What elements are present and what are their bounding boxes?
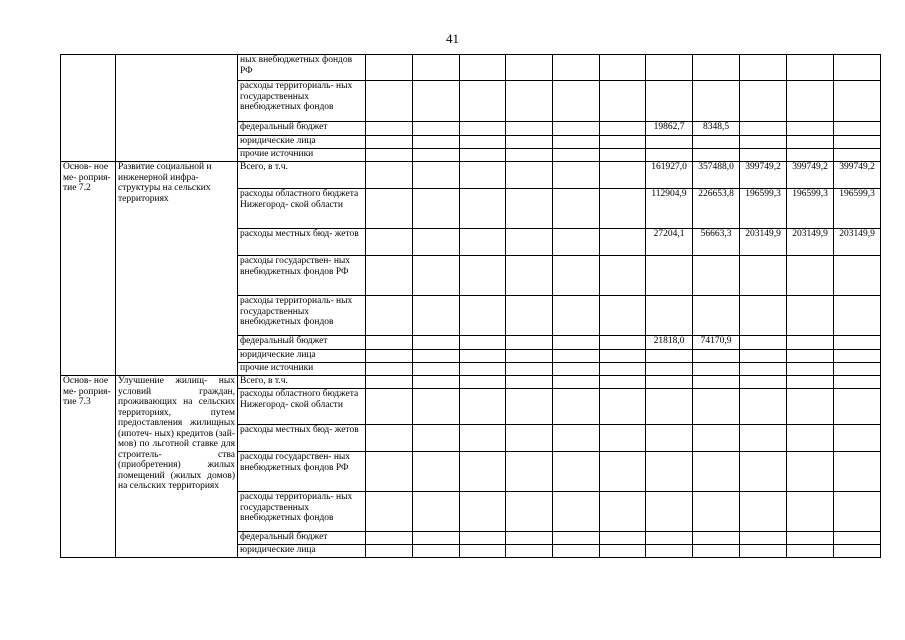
value-cell: 399749,2 bbox=[740, 162, 787, 189]
funding-source-cell: расходы местных бюд- жетов bbox=[238, 425, 366, 452]
value-cell bbox=[506, 376, 553, 389]
value-cell bbox=[646, 81, 693, 122]
value-cell bbox=[693, 492, 740, 532]
value-cell bbox=[787, 149, 834, 162]
value-cell: 161927,0 bbox=[646, 162, 693, 189]
value-cell bbox=[413, 389, 460, 425]
value-cell bbox=[787, 136, 834, 149]
value-cell bbox=[834, 256, 881, 296]
value-cell bbox=[413, 425, 460, 452]
value-cell bbox=[506, 296, 553, 336]
value-cell bbox=[366, 55, 413, 81]
table-row bbox=[61, 162, 881, 189]
value-cell bbox=[506, 55, 553, 81]
value-cell bbox=[413, 336, 460, 350]
value-cell bbox=[740, 425, 787, 452]
value-cell bbox=[553, 189, 600, 229]
value-cell bbox=[834, 149, 881, 162]
value-cell bbox=[506, 350, 553, 363]
value-cell bbox=[553, 389, 600, 425]
value-cell bbox=[693, 363, 740, 376]
value-cell: 203149,9 bbox=[740, 229, 787, 256]
value-cell bbox=[600, 122, 646, 136]
value-cell bbox=[366, 256, 413, 296]
activity-title-cell bbox=[116, 55, 238, 162]
value-cell bbox=[366, 532, 413, 545]
value-cell bbox=[646, 452, 693, 492]
value-cell bbox=[600, 425, 646, 452]
activity-title-cell: Улучшение жилищ- ных условий граждан, проживающих на сельских территориях, путем предоставления жилищных (ипотеч- ных) кредитов (зай- мов) по льготной ставке для строитель- ства (приобретения) жилых помещений (жилых домов) на сельских территориях bbox=[116, 376, 238, 558]
value-cell bbox=[553, 376, 600, 389]
value-cell: 196599,3 bbox=[787, 189, 834, 229]
value-cell bbox=[506, 136, 553, 149]
value-cell bbox=[413, 376, 460, 389]
value-cell bbox=[460, 452, 506, 492]
value-cell bbox=[413, 122, 460, 136]
value-cell bbox=[553, 256, 600, 296]
value-cell bbox=[646, 545, 693, 558]
value-cell bbox=[460, 162, 506, 189]
value-cell bbox=[693, 256, 740, 296]
value-cell bbox=[600, 545, 646, 558]
value-cell bbox=[600, 162, 646, 189]
value-cell bbox=[740, 256, 787, 296]
value-cell bbox=[366, 136, 413, 149]
value-cell bbox=[740, 452, 787, 492]
value-cell bbox=[460, 136, 506, 149]
value-cell bbox=[460, 350, 506, 363]
value-cell bbox=[787, 452, 834, 492]
value-cell bbox=[460, 81, 506, 122]
activity-number-cell: Основ- ное ме- роприя- тие 7.2 bbox=[61, 162, 116, 376]
funding-source-cell: расходы местных бюд- жетов bbox=[238, 229, 366, 256]
value-cell bbox=[366, 425, 413, 452]
page-number: 41 bbox=[446, 31, 459, 46]
value-cell bbox=[740, 336, 787, 350]
value-cell bbox=[506, 532, 553, 545]
value-cell bbox=[460, 122, 506, 136]
value-cell: 203149,9 bbox=[834, 229, 881, 256]
value-cell bbox=[553, 149, 600, 162]
value-cell bbox=[646, 296, 693, 336]
funding-source-cell: Всего, в т.ч. bbox=[238, 162, 366, 189]
value-cell bbox=[600, 229, 646, 256]
value-cell bbox=[600, 492, 646, 532]
value-cell bbox=[834, 55, 881, 81]
value-cell bbox=[413, 492, 460, 532]
value-cell bbox=[646, 425, 693, 452]
value-cell bbox=[553, 55, 600, 81]
value-cell: 8348,5 bbox=[693, 122, 740, 136]
value-cell bbox=[506, 389, 553, 425]
funding-source-cell: федеральный бюджет bbox=[238, 532, 366, 545]
value-cell bbox=[646, 350, 693, 363]
funding-source-cell: расходы государствен- ных внебюджетных фондов РФ bbox=[238, 452, 366, 492]
value-cell bbox=[506, 425, 553, 452]
value-cell bbox=[553, 452, 600, 492]
value-cell bbox=[366, 492, 413, 532]
value-cell bbox=[834, 425, 881, 452]
value-cell bbox=[646, 376, 693, 389]
value-cell bbox=[693, 350, 740, 363]
value-cell: 196599,3 bbox=[740, 189, 787, 229]
value-cell bbox=[787, 55, 834, 81]
value-cell bbox=[740, 376, 787, 389]
value-cell bbox=[740, 545, 787, 558]
value-cell bbox=[413, 149, 460, 162]
value-cell bbox=[693, 136, 740, 149]
value-cell bbox=[740, 492, 787, 532]
value-cell bbox=[834, 336, 881, 350]
funding-source-cell: федеральный бюджет bbox=[238, 122, 366, 136]
funding-source-cell: федеральный бюджет bbox=[238, 336, 366, 350]
value-cell bbox=[646, 55, 693, 81]
funding-source-cell: юридические лица bbox=[238, 350, 366, 363]
activity-number-cell bbox=[61, 55, 116, 162]
value-cell bbox=[740, 532, 787, 545]
value-cell bbox=[506, 363, 553, 376]
value-cell bbox=[834, 389, 881, 425]
value-cell bbox=[834, 545, 881, 558]
value-cell bbox=[366, 336, 413, 350]
value-cell bbox=[600, 350, 646, 363]
value-cell bbox=[787, 296, 834, 336]
value-cell bbox=[834, 81, 881, 122]
funding-source-cell: расходы областного бюджета Нижегород- ской области bbox=[238, 389, 366, 425]
value-cell bbox=[366, 376, 413, 389]
value-cell bbox=[553, 229, 600, 256]
value-cell bbox=[834, 350, 881, 363]
value-cell: 196599,3 bbox=[834, 189, 881, 229]
value-cell bbox=[366, 350, 413, 363]
value-cell bbox=[366, 149, 413, 162]
value-cell bbox=[506, 162, 553, 189]
value-cell bbox=[413, 81, 460, 122]
table-row bbox=[61, 376, 881, 389]
value-cell bbox=[740, 350, 787, 363]
value-cell bbox=[506, 336, 553, 350]
value-cell bbox=[787, 256, 834, 296]
value-cell bbox=[506, 545, 553, 558]
funding-source-cell: юридические лица bbox=[238, 136, 366, 149]
value-cell: 203149,9 bbox=[787, 229, 834, 256]
value-cell bbox=[413, 545, 460, 558]
value-cell bbox=[413, 350, 460, 363]
value-cell bbox=[787, 363, 834, 376]
value-cell bbox=[787, 425, 834, 452]
value-cell bbox=[553, 136, 600, 149]
value-cell bbox=[693, 376, 740, 389]
value-cell bbox=[600, 376, 646, 389]
value-cell: 27204,1 bbox=[646, 229, 693, 256]
funding-source-cell: расходы областного бюджета Нижегород- ской области bbox=[238, 189, 366, 229]
value-cell bbox=[460, 296, 506, 336]
value-cell bbox=[506, 189, 553, 229]
value-cell bbox=[413, 55, 460, 81]
value-cell bbox=[460, 363, 506, 376]
value-cell bbox=[787, 336, 834, 350]
funding-source-cell: ных внебюджетных фондов РФ bbox=[238, 55, 366, 81]
value-cell bbox=[366, 452, 413, 492]
financing-table bbox=[60, 54, 881, 558]
value-cell bbox=[740, 81, 787, 122]
value-cell bbox=[600, 136, 646, 149]
value-cell bbox=[460, 532, 506, 545]
value-cell bbox=[740, 389, 787, 425]
value-cell bbox=[366, 296, 413, 336]
value-cell bbox=[460, 389, 506, 425]
value-cell bbox=[413, 363, 460, 376]
value-cell bbox=[506, 149, 553, 162]
value-cell bbox=[787, 532, 834, 545]
value-cell bbox=[646, 136, 693, 149]
value-cell bbox=[506, 81, 553, 122]
funding-source-cell: юридические лица bbox=[238, 545, 366, 558]
value-cell bbox=[834, 492, 881, 532]
value-cell bbox=[693, 532, 740, 545]
funding-source-cell: Всего, в т.ч. bbox=[238, 376, 366, 389]
table-row bbox=[61, 55, 881, 81]
value-cell bbox=[506, 122, 553, 136]
funding-source-cell: расходы территориаль- ных государственных внебюджетных фондов bbox=[238, 81, 366, 122]
value-cell bbox=[693, 296, 740, 336]
value-cell bbox=[600, 189, 646, 229]
value-cell bbox=[693, 545, 740, 558]
value-cell bbox=[740, 122, 787, 136]
value-cell bbox=[460, 336, 506, 350]
value-cell bbox=[787, 389, 834, 425]
value-cell bbox=[553, 363, 600, 376]
value-cell bbox=[787, 122, 834, 136]
value-cell bbox=[693, 389, 740, 425]
value-cell bbox=[693, 149, 740, 162]
value-cell bbox=[460, 229, 506, 256]
value-cell bbox=[553, 350, 600, 363]
value-cell bbox=[600, 149, 646, 162]
value-cell bbox=[506, 229, 553, 256]
value-cell bbox=[740, 136, 787, 149]
funding-source-cell: расходы территориаль- ных государственных внебюджетных фондов bbox=[238, 492, 366, 532]
value-cell bbox=[366, 363, 413, 376]
value-cell bbox=[460, 376, 506, 389]
value-cell bbox=[693, 55, 740, 81]
value-cell: 19862,7 bbox=[646, 122, 693, 136]
value-cell bbox=[740, 55, 787, 81]
value-cell bbox=[600, 81, 646, 122]
value-cell bbox=[366, 389, 413, 425]
value-cell bbox=[413, 256, 460, 296]
value-cell bbox=[460, 149, 506, 162]
value-cell: 226653,8 bbox=[693, 189, 740, 229]
value-cell bbox=[740, 149, 787, 162]
value-cell bbox=[646, 389, 693, 425]
value-cell bbox=[600, 256, 646, 296]
value-cell bbox=[366, 545, 413, 558]
value-cell bbox=[553, 122, 600, 136]
value-cell bbox=[600, 389, 646, 425]
value-cell bbox=[553, 545, 600, 558]
value-cell bbox=[600, 55, 646, 81]
value-cell bbox=[366, 229, 413, 256]
value-cell bbox=[366, 162, 413, 189]
value-cell bbox=[740, 363, 787, 376]
value-cell bbox=[787, 492, 834, 532]
value-cell bbox=[413, 162, 460, 189]
funding-source-cell: прочие источники bbox=[238, 363, 366, 376]
value-cell bbox=[834, 136, 881, 149]
value-cell bbox=[646, 363, 693, 376]
value-cell bbox=[553, 492, 600, 532]
activity-number-cell: Основ- ное ме- роприя- тие 7.3 bbox=[61, 376, 116, 558]
funding-source-cell: расходы государствен- ных внебюджетных фондов РФ bbox=[238, 256, 366, 296]
value-cell bbox=[693, 425, 740, 452]
value-cell bbox=[553, 336, 600, 350]
value-cell bbox=[460, 425, 506, 452]
value-cell bbox=[693, 81, 740, 122]
value-cell bbox=[413, 452, 460, 492]
value-cell bbox=[740, 296, 787, 336]
value-cell bbox=[600, 363, 646, 376]
value-cell bbox=[834, 122, 881, 136]
value-cell bbox=[834, 296, 881, 336]
value-cell bbox=[646, 532, 693, 545]
value-cell bbox=[787, 545, 834, 558]
value-cell bbox=[460, 189, 506, 229]
value-cell: 74170,9 bbox=[693, 336, 740, 350]
value-cell bbox=[366, 122, 413, 136]
value-cell bbox=[460, 545, 506, 558]
value-cell bbox=[834, 363, 881, 376]
value-cell bbox=[506, 256, 553, 296]
value-cell bbox=[787, 350, 834, 363]
value-cell bbox=[413, 229, 460, 256]
value-cell bbox=[834, 376, 881, 389]
value-cell bbox=[366, 81, 413, 122]
value-cell: 112904,9 bbox=[646, 189, 693, 229]
value-cell bbox=[646, 492, 693, 532]
value-cell bbox=[600, 452, 646, 492]
value-cell bbox=[553, 532, 600, 545]
value-cell bbox=[787, 376, 834, 389]
funding-source-cell: прочие источники bbox=[238, 149, 366, 162]
value-cell bbox=[413, 136, 460, 149]
value-cell bbox=[553, 296, 600, 336]
value-cell bbox=[600, 336, 646, 350]
value-cell bbox=[787, 81, 834, 122]
value-cell bbox=[413, 189, 460, 229]
funding-source-cell: расходы территориаль- ных государственных внебюджетных фондов bbox=[238, 296, 366, 336]
value-cell: 399749,2 bbox=[787, 162, 834, 189]
value-cell bbox=[600, 296, 646, 336]
value-cell bbox=[646, 149, 693, 162]
value-cell bbox=[600, 532, 646, 545]
value-cell bbox=[553, 162, 600, 189]
value-cell bbox=[366, 189, 413, 229]
value-cell bbox=[506, 492, 553, 532]
value-cell: 357488,0 bbox=[693, 162, 740, 189]
value-cell bbox=[553, 81, 600, 122]
value-cell bbox=[693, 452, 740, 492]
value-cell bbox=[413, 296, 460, 336]
value-cell: 21818,0 bbox=[646, 336, 693, 350]
value-cell bbox=[460, 492, 506, 532]
value-cell bbox=[834, 532, 881, 545]
value-cell: 56663,3 bbox=[693, 229, 740, 256]
value-cell bbox=[460, 55, 506, 81]
value-cell bbox=[506, 452, 553, 492]
value-cell bbox=[413, 532, 460, 545]
value-cell bbox=[834, 452, 881, 492]
value-cell bbox=[460, 256, 506, 296]
value-cell: 399749,2 bbox=[834, 162, 881, 189]
activity-title-cell: Развитие социальной и инженерной инфра- структуры на сельских территориях bbox=[116, 162, 238, 376]
value-cell bbox=[553, 425, 600, 452]
value-cell bbox=[646, 256, 693, 296]
